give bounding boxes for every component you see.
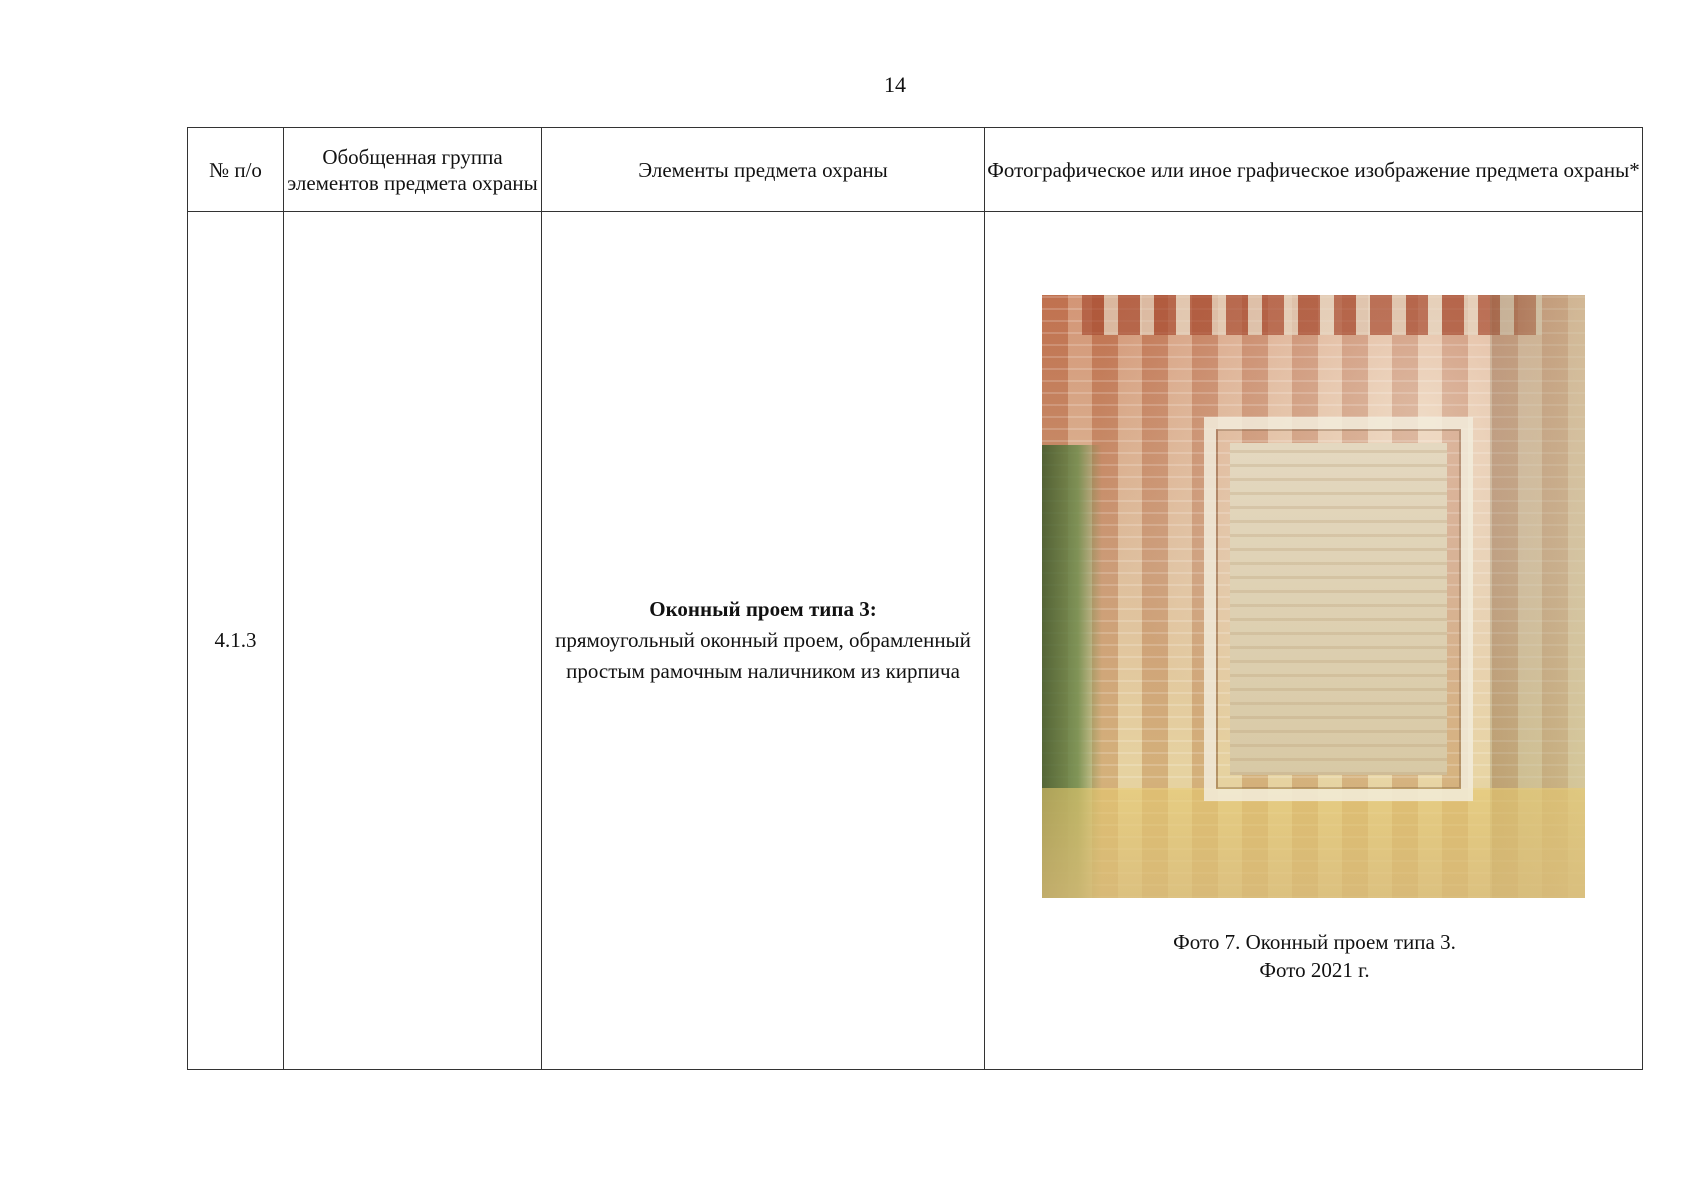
protection-elements-table xyxy=(187,127,1643,1070)
page-number: 14 xyxy=(884,72,906,97)
header-number: № п/о xyxy=(188,128,284,212)
element-title: Оконный проем типа 3: xyxy=(649,597,877,621)
header-image: Фотографическое или иное графическое изображение предмета охраны* xyxy=(985,128,1643,212)
element-description: прямоугольный оконный проем, обрамленный простым рамочным наличником из кирпича xyxy=(555,628,971,683)
photo-cornice xyxy=(1082,295,1542,335)
row-group xyxy=(284,212,542,1070)
photo-lower-wall xyxy=(1042,788,1585,898)
row-number: 4.1.3 xyxy=(188,212,284,1070)
photo-caption xyxy=(985,928,1644,984)
photo-caption-line1: Фото 7. Оконный проем типа 3. xyxy=(1173,930,1456,954)
photo-caption-line2: Фото 2021 г. xyxy=(1259,958,1370,982)
photo-window-frame xyxy=(1204,417,1473,801)
table-header-row xyxy=(188,128,1643,212)
row-element-description-cell xyxy=(542,212,985,1070)
header-group: Обобщенная группа элементов предмета охраны xyxy=(284,128,542,212)
row-image-cell xyxy=(985,212,1643,1070)
header-elements: Элементы предмета охраны xyxy=(542,128,985,212)
table-row xyxy=(188,212,1643,1070)
window-opening-photo xyxy=(1042,295,1585,898)
